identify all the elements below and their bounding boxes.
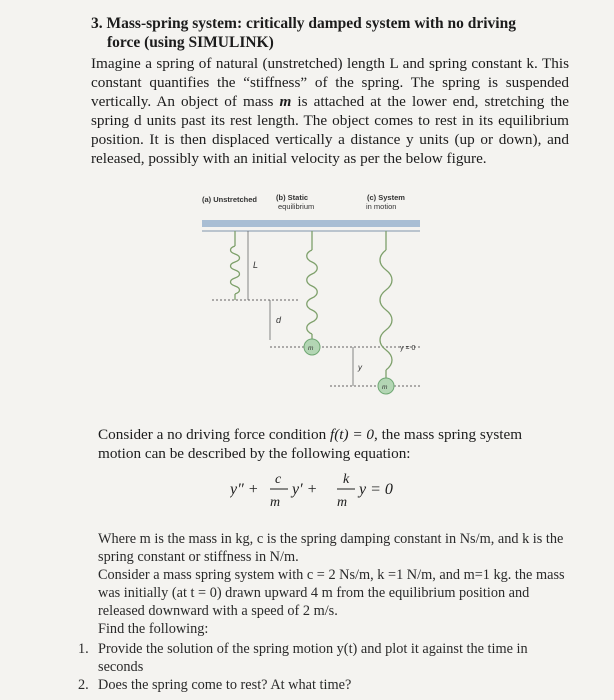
label-static-1: (b) Static [276, 193, 309, 202]
eq-k: k [343, 472, 350, 487]
title-line-1: 3. Mass-spring system: critically damped system with no driving [91, 15, 516, 32]
eq-c: c [275, 472, 282, 487]
spring-c [380, 231, 392, 378]
eq-m2: m [337, 495, 348, 510]
eq-m1: m [270, 495, 281, 510]
problem-title [91, 14, 571, 52]
title-line-2: force (using SIMULINK) [107, 34, 274, 51]
ceiling-bar [202, 220, 420, 227]
intro-text-1: Imagine a spring of natural (unstretched) length L and spring constant k. This constant quantifies the “stiffness” of the spring. The spring is suspended vertically. An object of mass [91, 55, 569, 110]
mass-symbol: m [279, 93, 292, 110]
label-motion-1: (c) System [367, 193, 405, 202]
intro-text-2: is attached at the lower end, stretching the spring d units past its rest length. The object comes to rest in its equilibrium position. It is then displaced vertically a distance y units (up or down), and released, possibly with an initial velocity as per the below figure. [91, 93, 570, 167]
label-L: L [253, 260, 259, 270]
intro-paragraph [91, 54, 569, 168]
spring-a [231, 231, 240, 300]
eq-term-yp: y′ + [292, 481, 318, 498]
spring-b [307, 231, 318, 340]
details-line-2: Consider a mass spring system with c = 2 Ns/m, k =1 N/m, and m=1 kg. the mass was initially (at t = 0) drawn upward 4 m from the equilibrium position and released downward with a speed of 2 m/s. [98, 567, 565, 619]
mass-b-label: m [308, 345, 314, 352]
list-item-number: 2. [78, 677, 89, 693]
list-item [78, 676, 568, 694]
list-item [78, 640, 568, 676]
condition-text-1: Consider a no driving force condition [98, 426, 330, 443]
label-motion-2: in motion [366, 202, 397, 211]
list-item-number: 1. [78, 641, 89, 657]
details-paragraph [98, 530, 568, 638]
condition-text-2: , the mass spring system motion can be described by the following equation: [98, 426, 523, 462]
spring-figure [190, 190, 430, 415]
label-d: d [276, 315, 282, 325]
label-y-zero: y = 0 [400, 345, 416, 352]
question-list [78, 640, 568, 694]
label-unstretched: (a) Unstretched [202, 195, 258, 204]
eq-term-ypp: y″ + [230, 481, 259, 498]
equation [230, 466, 450, 516]
eq-rhs: y = 0 [359, 481, 393, 498]
list-item-text: Does the spring come to rest? At what time? [98, 677, 352, 693]
mass-c-label: m [382, 384, 388, 391]
list-item-text: Provide the solution of the spring motion y(t) and plot it against the time in seconds [98, 641, 528, 675]
details-line-1: Where m is the mass in kg, c is the spring damping constant in Ns/m, and k is the spring constant or stiffness in N/m. [98, 531, 564, 565]
f-expression: f(t) = 0 [329, 426, 374, 443]
label-y: y [358, 363, 362, 372]
condition-paragraph [98, 425, 568, 463]
label-static-2: equilibrium [278, 202, 315, 211]
details-line-3: Find the following: [98, 621, 209, 637]
